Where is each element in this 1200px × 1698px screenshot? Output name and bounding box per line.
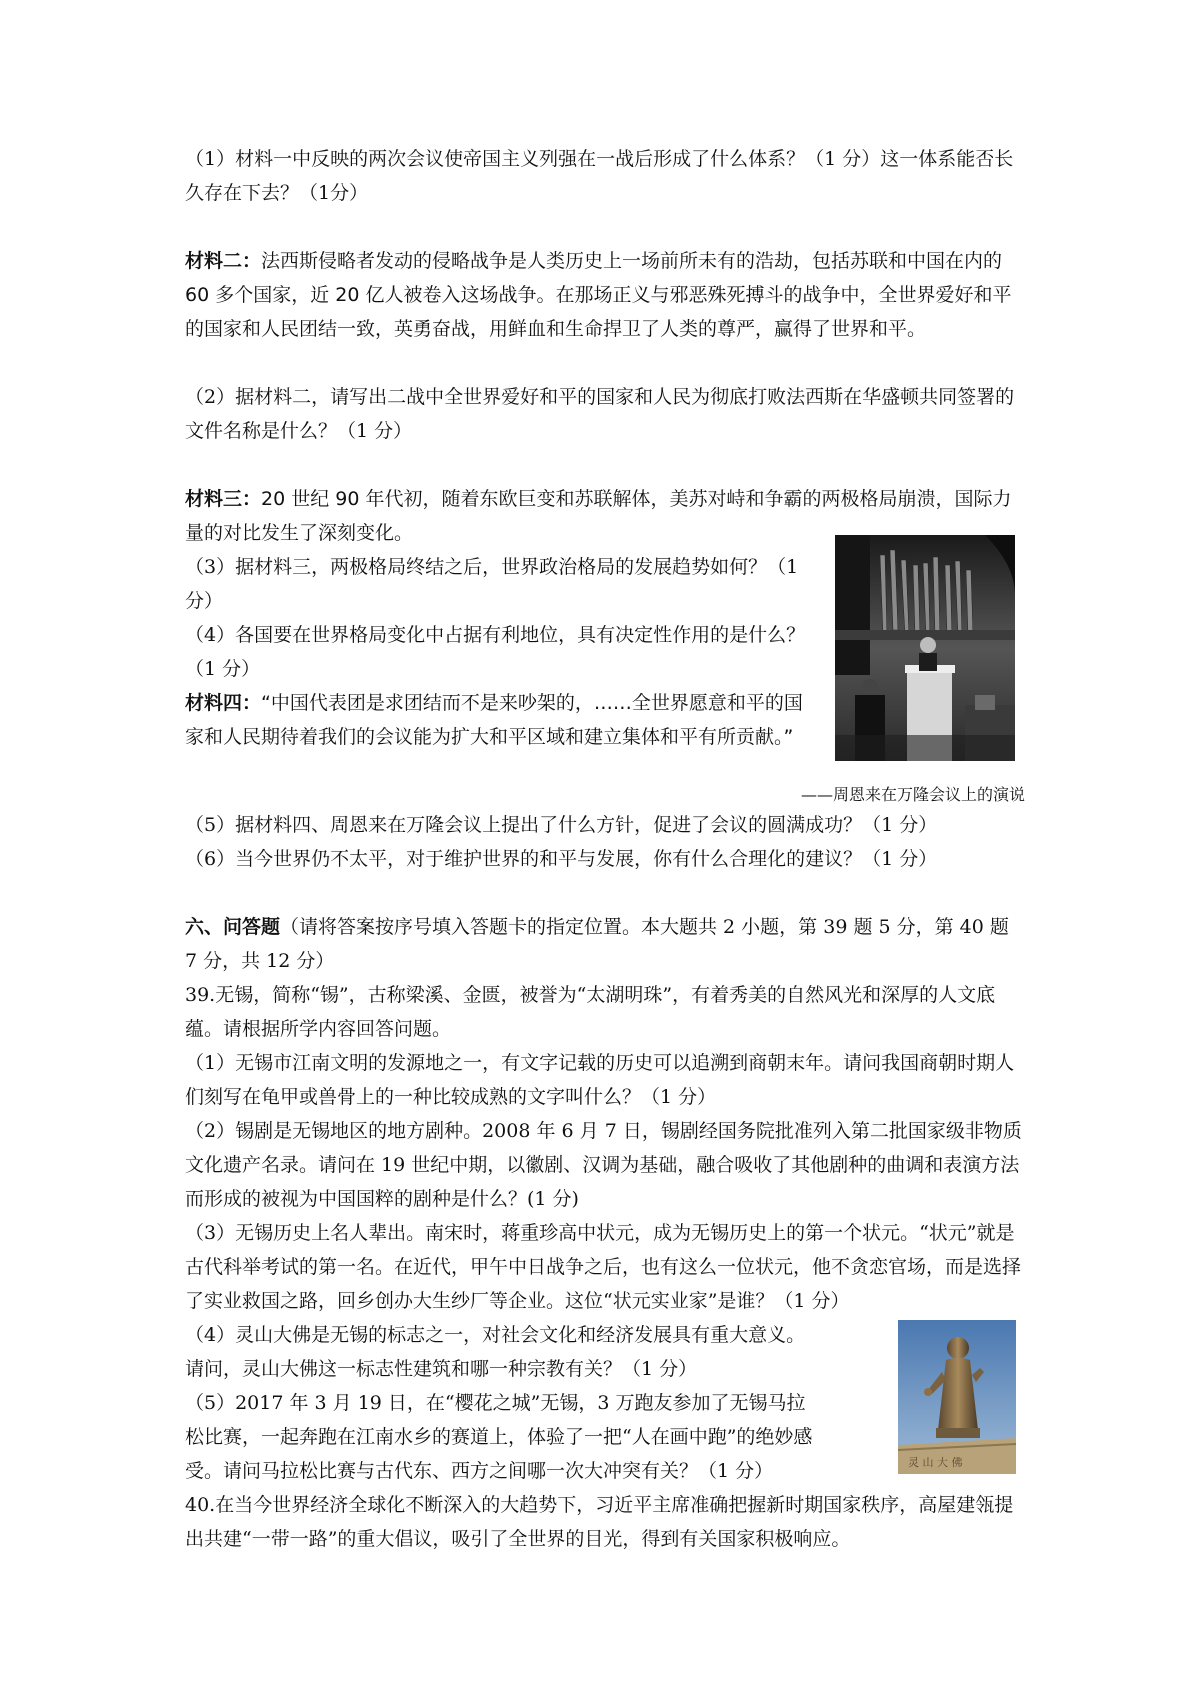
section-6-note: （请将答案按序号填入答题卡的指定位置。本大题共 2 小题，第 39 题 5 分，第 40 题 7 分，共 12 分） (185, 916, 1009, 972)
material-3-label: 材料三： (185, 488, 262, 510)
material-2-label: 材料二： (185, 250, 262, 272)
svg-text:灵 山 大 佛: 灵 山 大 佛 (908, 1456, 963, 1469)
material-2-text: 法西斯侵略者发动的侵略战争是人类历史上一场前所未有的浩劫，包括苏联和中国在内的 60 多个国家，近 20 亿人被卷入这场战争。在那场正义与邪恶殊死搏斗的战争中，全世界爱好和平的国家和人民团结一致，英勇奋战，用鲜血和生命捍卫了人类的尊严，赢得了世界和平。 (185, 250, 1012, 340)
question-39-3: （3）无锡历史上名人辈出。南宋时，蒋重珍高中状元，成为无锡历史上的第一个状元。“状元”就是古代科举考试的第一名。在近代，甲午中日战争之后，也有这么一位状元，他不贪恋官场，而是选择了实业救国之路，回乡创办大生纱厂等企业。这位“状元实业家”是谁？（1 分） (185, 1222, 1022, 1312)
bandung-conference-photo (835, 535, 1015, 761)
material-4-text: “中国代表团是求团结而不是来吵架的，……全世界愿意和平的国家和人民期待着我们的会议能为扩大和平区域和建立集体和平有所贡献。” (185, 692, 803, 748)
question-39-4: （4）灵山大佛是无锡的标志之一，对社会文化和经济发展具有重大意义。请问，灵山大佛这一标志性建筑和哪一种宗教有关？（1 分） (185, 1324, 806, 1380)
question-6: （6）当今世界仍不太平，对于维护世界的和平与发展，你有什么合理化的建议？（1 分） (185, 848, 938, 870)
section-6-title: 六、问答题 (185, 916, 281, 938)
question-4: （4）各国要在世界格局变化中占据有利地位，具有决定性作用的是什么？（1 分） (185, 624, 806, 680)
question-40: 40.在当今世界经济全球化不断深入的大趋势下，习近平主席准确把握新时期国家秩序，高屋建瓴提出共建“一带一路”的重大倡议，吸引了全世界的目光，得到有关国家积极响应。 (185, 1494, 1014, 1550)
question-39-5: （5）2017 年 3 月 19 日，在“樱花之城”无锡，3 万跑友参加了无锡马拉松比赛，一起奔跑在江南水乡的赛道上，体验了一把“人在画中跑”的绝妙感受。请问马拉松比赛与古代东、西方之间哪一次大冲突有关？（1 分） (185, 1392, 813, 1482)
material-2 (185, 244, 1025, 346)
material-4-label: 材料四： (185, 692, 262, 714)
section-6 (185, 910, 1025, 978)
material-4-source: ——周恩来在万隆会议上的演说 (800, 785, 1025, 804)
question-2: （2）据材料二，请写出二战中全世界爱好和平的国家和人民为彻底打败法西斯在华盛顿共同签署的文件名称是什么？（1 分） (185, 386, 1015, 442)
question-3: （3）据材料三，两极格局终结之后，世界政治格局的发展趋势如何？（1 分） (185, 556, 799, 612)
material-3-text: 20 世纪 90 年代初，随着东欧巨变和苏联解体，美苏对峙和争霸的两极格局崩溃，国际力量的对比发生了深刻变化。 (185, 488, 1012, 544)
lingshan-buddha-photo (898, 1320, 1016, 1474)
question-39: 39.无锡，简称“锡”，古称梁溪、金匮，被誉为“太湖明珠”，有着秀美的自然风光和深厚的人文底蕴。请根据所学内容回答问题。 (185, 984, 996, 1040)
question-39-2: （2）锡剧是无锡地区的地方剧种。2008 年 6 月 7 日，锡剧经国务院批准列入第二批国家级非物质文化遗产名录。请问在 19 世纪中期，以徽剧、汉调为基础，融合吸收了其他剧种的曲调和表演方法而形成的被视为中国国粹的剧种是什么？(1 分) (185, 1120, 1022, 1210)
question-1: （1）材料一中反映的两次会议使帝国主义列强在一战后形成了什么体系？（1 分）这一体系能否长久存在下去？（1分） (185, 148, 1014, 204)
question-5: （5）据材料四、周恩来在万隆会议上提出了什么方针，促进了会议的圆满成功？（1 分） (185, 814, 938, 836)
material-4 (185, 686, 820, 754)
question-39-1: （1）无锡市江南文明的发源地之一，有文字记载的历史可以追溯到商朝末年。请问我国商朝时期人们刻写在龟甲或兽骨上的一种比较成熟的文字叫什么？（1 分） (185, 1052, 1015, 1108)
